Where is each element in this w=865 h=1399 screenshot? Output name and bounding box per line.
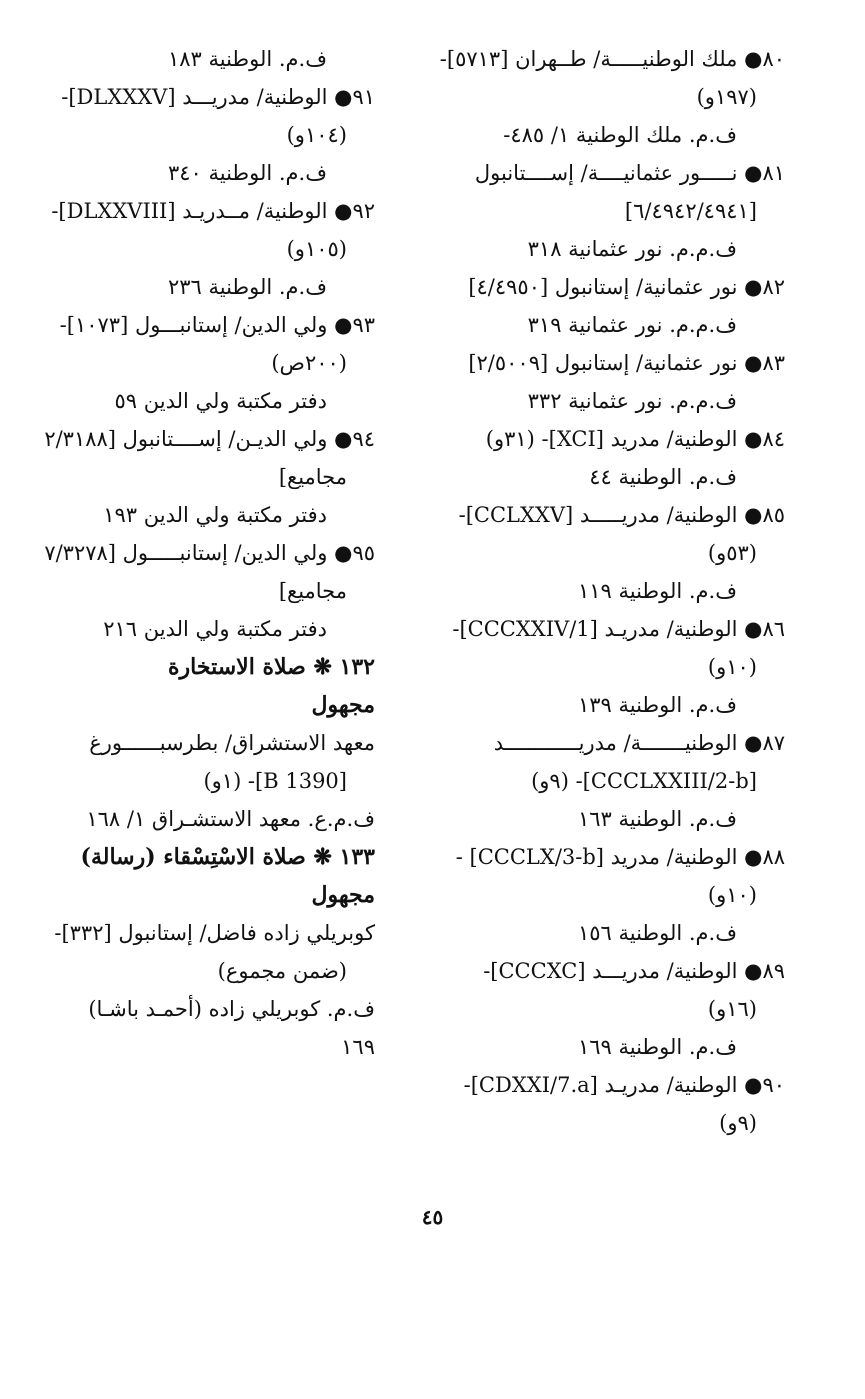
- text-line: ٩٥● ولي الدين/ إستانبـــــول [٧/٣٢٧٨: [44, 541, 375, 565]
- text-line: ٨٣● نور عثمانية/ إستانبول [٢/٥٠٠٩]: [468, 351, 785, 375]
- text-line: ف.م. الوطنية ١٦٩: [577, 1035, 737, 1059]
- text-line: (٢٠٠ص): [271, 351, 347, 375]
- right-column: [435, 40, 785, 1142]
- text-line: ٨٨● الوطنية/ مدريد [CCCLX/3-b] -: [455, 845, 785, 869]
- text-line: ف.م. الوطنية ١٨٣: [167, 47, 327, 71]
- page-number: ٤٥: [421, 1205, 444, 1229]
- text-line: (ضمن مجموع): [217, 959, 347, 983]
- text-line: (١٠٤و): [286, 123, 347, 147]
- text-line: ٩٤● ولي الديـن/ إســــتانبول [٢/٣١٨٨: [44, 427, 375, 451]
- text-line: ٩١● الوطنية/ مدريـــد [DLXXXV]-: [61, 85, 375, 109]
- text-line: ف.م. الوطنية ٣٤٠: [167, 161, 327, 185]
- text-line: ٨٢● نور عثمانية/ إستانبول [٤/٤٩٥٠]: [468, 275, 785, 299]
- text-line: ف.م. الوطنية ١٦٣: [577, 807, 737, 831]
- text-line: ف.م. الوطنية ٤٤: [589, 465, 737, 489]
- text-line: (١٦و): [707, 997, 757, 1021]
- text-line: ف.م. كوبريلي زاده (أحمـد باشـا): [88, 997, 375, 1021]
- text-line: ف.م. الوطنية ١٥٦: [577, 921, 737, 945]
- text-line: مجاميع]: [278, 465, 347, 489]
- text-line: ٩٠● الوطنية/ مدريـد [CDXXI/7.a]-: [463, 1073, 785, 1097]
- text-line: مجاميع]: [278, 579, 347, 603]
- text-line: ف.م. ملك الوطنية ١/ ٤٨٥-: [503, 123, 737, 147]
- text-line: دفتر مكتبة ولي الدين ٢١٦: [103, 617, 327, 641]
- text-line: ٩٢● الوطنية/ مــدريـد [DLXXVIII]-: [51, 199, 375, 223]
- text-line: ف.م. الوطنية ١١٩: [577, 579, 737, 603]
- text-line: مجهول: [311, 882, 375, 908]
- text-line: ف.م. الوطنية ١٣٩: [577, 693, 737, 717]
- text-line: (١٩٧و): [696, 85, 757, 109]
- text-line: ف.م.م. نور عثمانية ٣٣٢: [527, 389, 737, 413]
- text-line: ف.م. الوطنية ٢٣٦: [167, 275, 327, 299]
- text-line: ف.م.م. نور عثمانية ٣١٩: [527, 313, 737, 337]
- text-line: ٨٦● الوطنية/ مدريـد [CCCXXIV/1]-: [452, 617, 785, 641]
- text-line: (١٠و): [707, 883, 757, 907]
- text-line: ف.م.م. نور عثمانية ٣١٨: [527, 237, 737, 261]
- text-line: ف.م.ع. معهد الاستشـراق ١/ ١٦٨: [86, 807, 375, 831]
- text-line: ١٣٢ ❋ صلاة الاستخارة: [168, 654, 375, 680]
- text-line: مجهول: [311, 692, 375, 718]
- text-line: ٨٠● ملك الوطنيـــــة/ طــهران [٥٧١٣]-: [439, 47, 785, 71]
- text-line: ٨١● نـــــور عثمانيــــة/ إســــتانبول: [474, 161, 785, 185]
- text-line: [B 1390]- (١و): [203, 769, 347, 793]
- text-line: ٩٣● ولي الدين/ إستانبـــول [١٠٧٣]-: [59, 313, 375, 337]
- text-line: ٨٤● الوطنية/ مدريد [XCI]- (٣١و): [485, 427, 785, 451]
- text-line: ٨٩● الوطنية/ مدريـــد [CCCXC]-: [483, 959, 785, 983]
- text-line: دفتر مكتبة ولي الدين ١٩٣: [103, 503, 327, 527]
- text-line: ١٦٩: [341, 1035, 375, 1059]
- text-line: (١٠٥و): [286, 237, 347, 261]
- text-line: ١٣٣ ❋ صلاة الاسْتِسْقاء (رسالة): [80, 844, 375, 870]
- text-line: (١٠و): [707, 655, 757, 679]
- text-line: [٦/٤٩٤٢/٤٩٤١]: [624, 199, 757, 223]
- text-line: دفتر مكتبة ولي الدين ٥٩: [114, 389, 327, 413]
- text-line: [CCCLXXIII/2-b]- (٩و): [531, 769, 757, 793]
- left-column: [25, 40, 375, 1066]
- text-line: (٥٣و): [707, 541, 757, 565]
- text-line: (٩و): [719, 1111, 757, 1135]
- text-line: كوبريلي زاده فاضل/ إستانبول [٣٣٢]-: [54, 921, 375, 945]
- text-line: معهد الاستشراق/ بطرسبــــــورغ: [89, 731, 375, 755]
- text-line: ٨٧● الوطنيـــــــة/ مدريــــــــــــد: [493, 731, 785, 755]
- text-line: ٨٥● الوطنية/ مدريـــــد [CCLXXV]-: [458, 503, 785, 527]
